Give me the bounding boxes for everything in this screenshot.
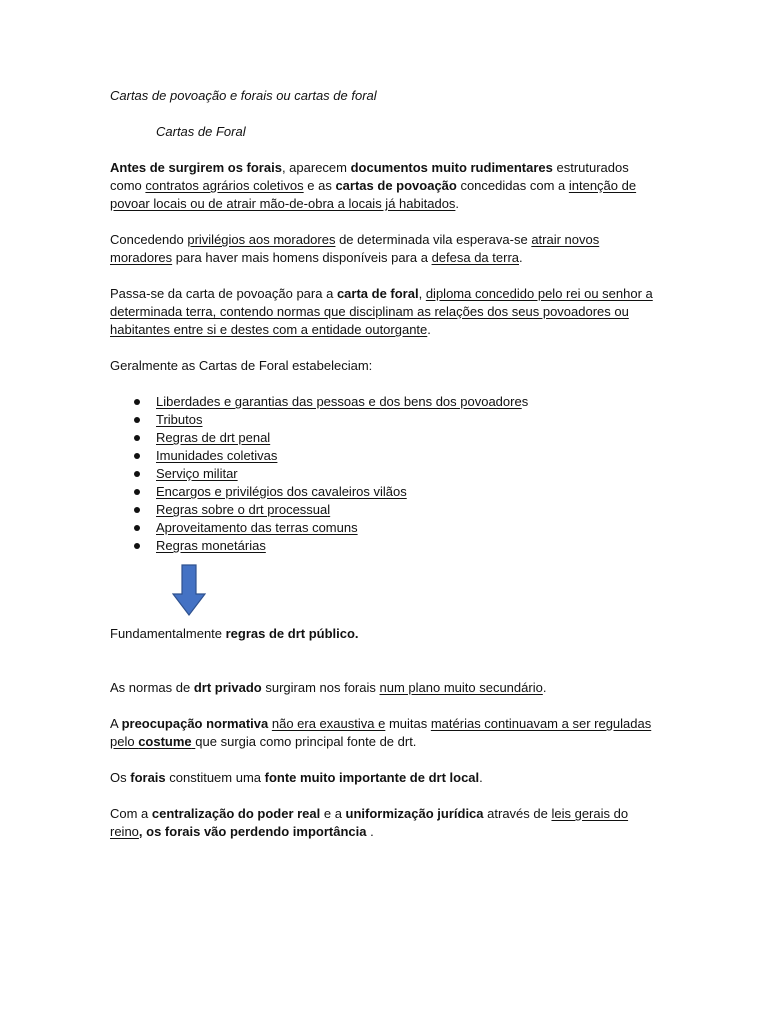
text: Os (110, 770, 131, 785)
paragraph-2 (110, 231, 658, 267)
list-item (156, 537, 658, 555)
list-item-suffix: s (521, 394, 529, 409)
bold-text: preocupação normativa (121, 716, 269, 731)
text: constituem uma (165, 770, 265, 785)
text: e a (320, 806, 346, 821)
list-item-text: Regras monetárias (156, 538, 266, 553)
bold-text: uniformização jurídica (345, 806, 484, 821)
document-body-continued (110, 625, 658, 841)
underlined-text: defesa da terra (431, 250, 520, 265)
bold-text: fonte muito importante de drt local (264, 770, 480, 785)
underlined-text: matérias continuavam a ser reguladas pelo (110, 716, 652, 749)
text: muitas (385, 716, 431, 731)
paragraph-9 (110, 805, 658, 841)
text: , aparecem (281, 160, 351, 175)
down-arrow-icon (172, 564, 206, 616)
paragraph-8 (110, 769, 658, 787)
list-item-text: Encargos e privilégios dos cavaleiros vilãos (156, 484, 407, 499)
bold-text: carta de foral (336, 286, 419, 301)
document-title: Cartas de povoação e forais ou cartas de foral (110, 88, 377, 103)
section-heading: Cartas de Foral (156, 124, 246, 139)
text: . (366, 824, 374, 839)
text: . (542, 680, 547, 695)
underlined-text: privilégios aos moradores (187, 232, 336, 247)
list-item-text: Imunidades coletivas (156, 448, 278, 463)
paragraph-4: Geralmente as Cartas de Foral estabeleciam: (110, 358, 373, 373)
bold-text: cartas de povoação (335, 178, 457, 193)
bold-text: regras de drt público. (225, 626, 359, 641)
list-item (156, 501, 658, 519)
bold-text: documentos muito rudimentares (350, 160, 553, 175)
underlined-text: não era exaustiva e (271, 716, 386, 731)
paragraph-5 (110, 625, 658, 643)
text: Com a (110, 806, 152, 821)
list-item-text: Liberdades e garantias das pessoas e dos bens dos povoadore (156, 394, 522, 409)
underlined-text: contratos agrários coletivos (145, 178, 304, 193)
text: . (455, 196, 460, 211)
text: surgiram nos forais (261, 680, 380, 695)
paragraph-6 (110, 679, 658, 697)
bold-text: forais (130, 770, 166, 785)
bold-text: centralização do poder real (151, 806, 321, 821)
underlined-text: num plano muito secundário (379, 680, 543, 695)
text: . (479, 770, 483, 785)
paragraph-7 (110, 715, 658, 751)
bold-text: Antes de surgirem os forais (110, 160, 282, 175)
underlined-text: diploma concedido pelo rei ou senhor a determinada terra, contendo normas que disciplinam as relações dos seus povoadores ou habitantes entre si e destes com a entidade outorgante (110, 286, 653, 337)
text: através de (483, 806, 552, 821)
list-item (156, 411, 658, 429)
bold-text: drt privado (193, 680, 262, 695)
text: . (427, 322, 431, 337)
list-item-text: Regras de drt penal (156, 430, 271, 445)
list-item-text: Regras sobre o drt processual (156, 502, 331, 517)
underlined-text: leis gerais do reino (110, 806, 629, 839)
list-item (156, 447, 658, 465)
text: de determinada vila esperava-se (335, 232, 532, 247)
text: para haver mais homens disponíveis para a (172, 250, 432, 265)
text: A (110, 716, 122, 731)
text: concedidas com a (456, 178, 569, 193)
list-item (156, 519, 658, 537)
bold-text: , os forais vão perdendo importância (138, 824, 367, 839)
text: . (519, 250, 523, 265)
paragraph-1 (110, 159, 658, 213)
list-item (156, 483, 658, 501)
text: , (418, 286, 426, 301)
text: estruturados como (110, 160, 629, 193)
paragraph-3 (110, 285, 658, 339)
list-item (156, 393, 658, 411)
document-body (110, 87, 658, 555)
list-item-text: Serviço militar (156, 466, 238, 481)
list-item (156, 429, 658, 447)
text: e as (303, 178, 336, 193)
text: As normas de (110, 680, 194, 695)
underlined-text (138, 734, 195, 749)
bold-text: costume (138, 734, 192, 749)
list-item (156, 465, 658, 483)
text: que surgia como principal fonte de drt. (195, 734, 417, 749)
text: Passa-se da carta de povoação para a (110, 286, 337, 301)
list-item-text: Tributos (156, 412, 203, 427)
underlined-text: intenção de povoar locais ou de atrair mão-de-obra a locais já habitados (110, 178, 637, 211)
text: Concedendo (110, 232, 188, 247)
list-item-text: Aproveitamento das terras comuns (156, 520, 358, 535)
text: Fundamentalmente (110, 626, 226, 641)
underlined-text: atrair novos moradores (110, 232, 600, 265)
topics-list (110, 393, 658, 555)
